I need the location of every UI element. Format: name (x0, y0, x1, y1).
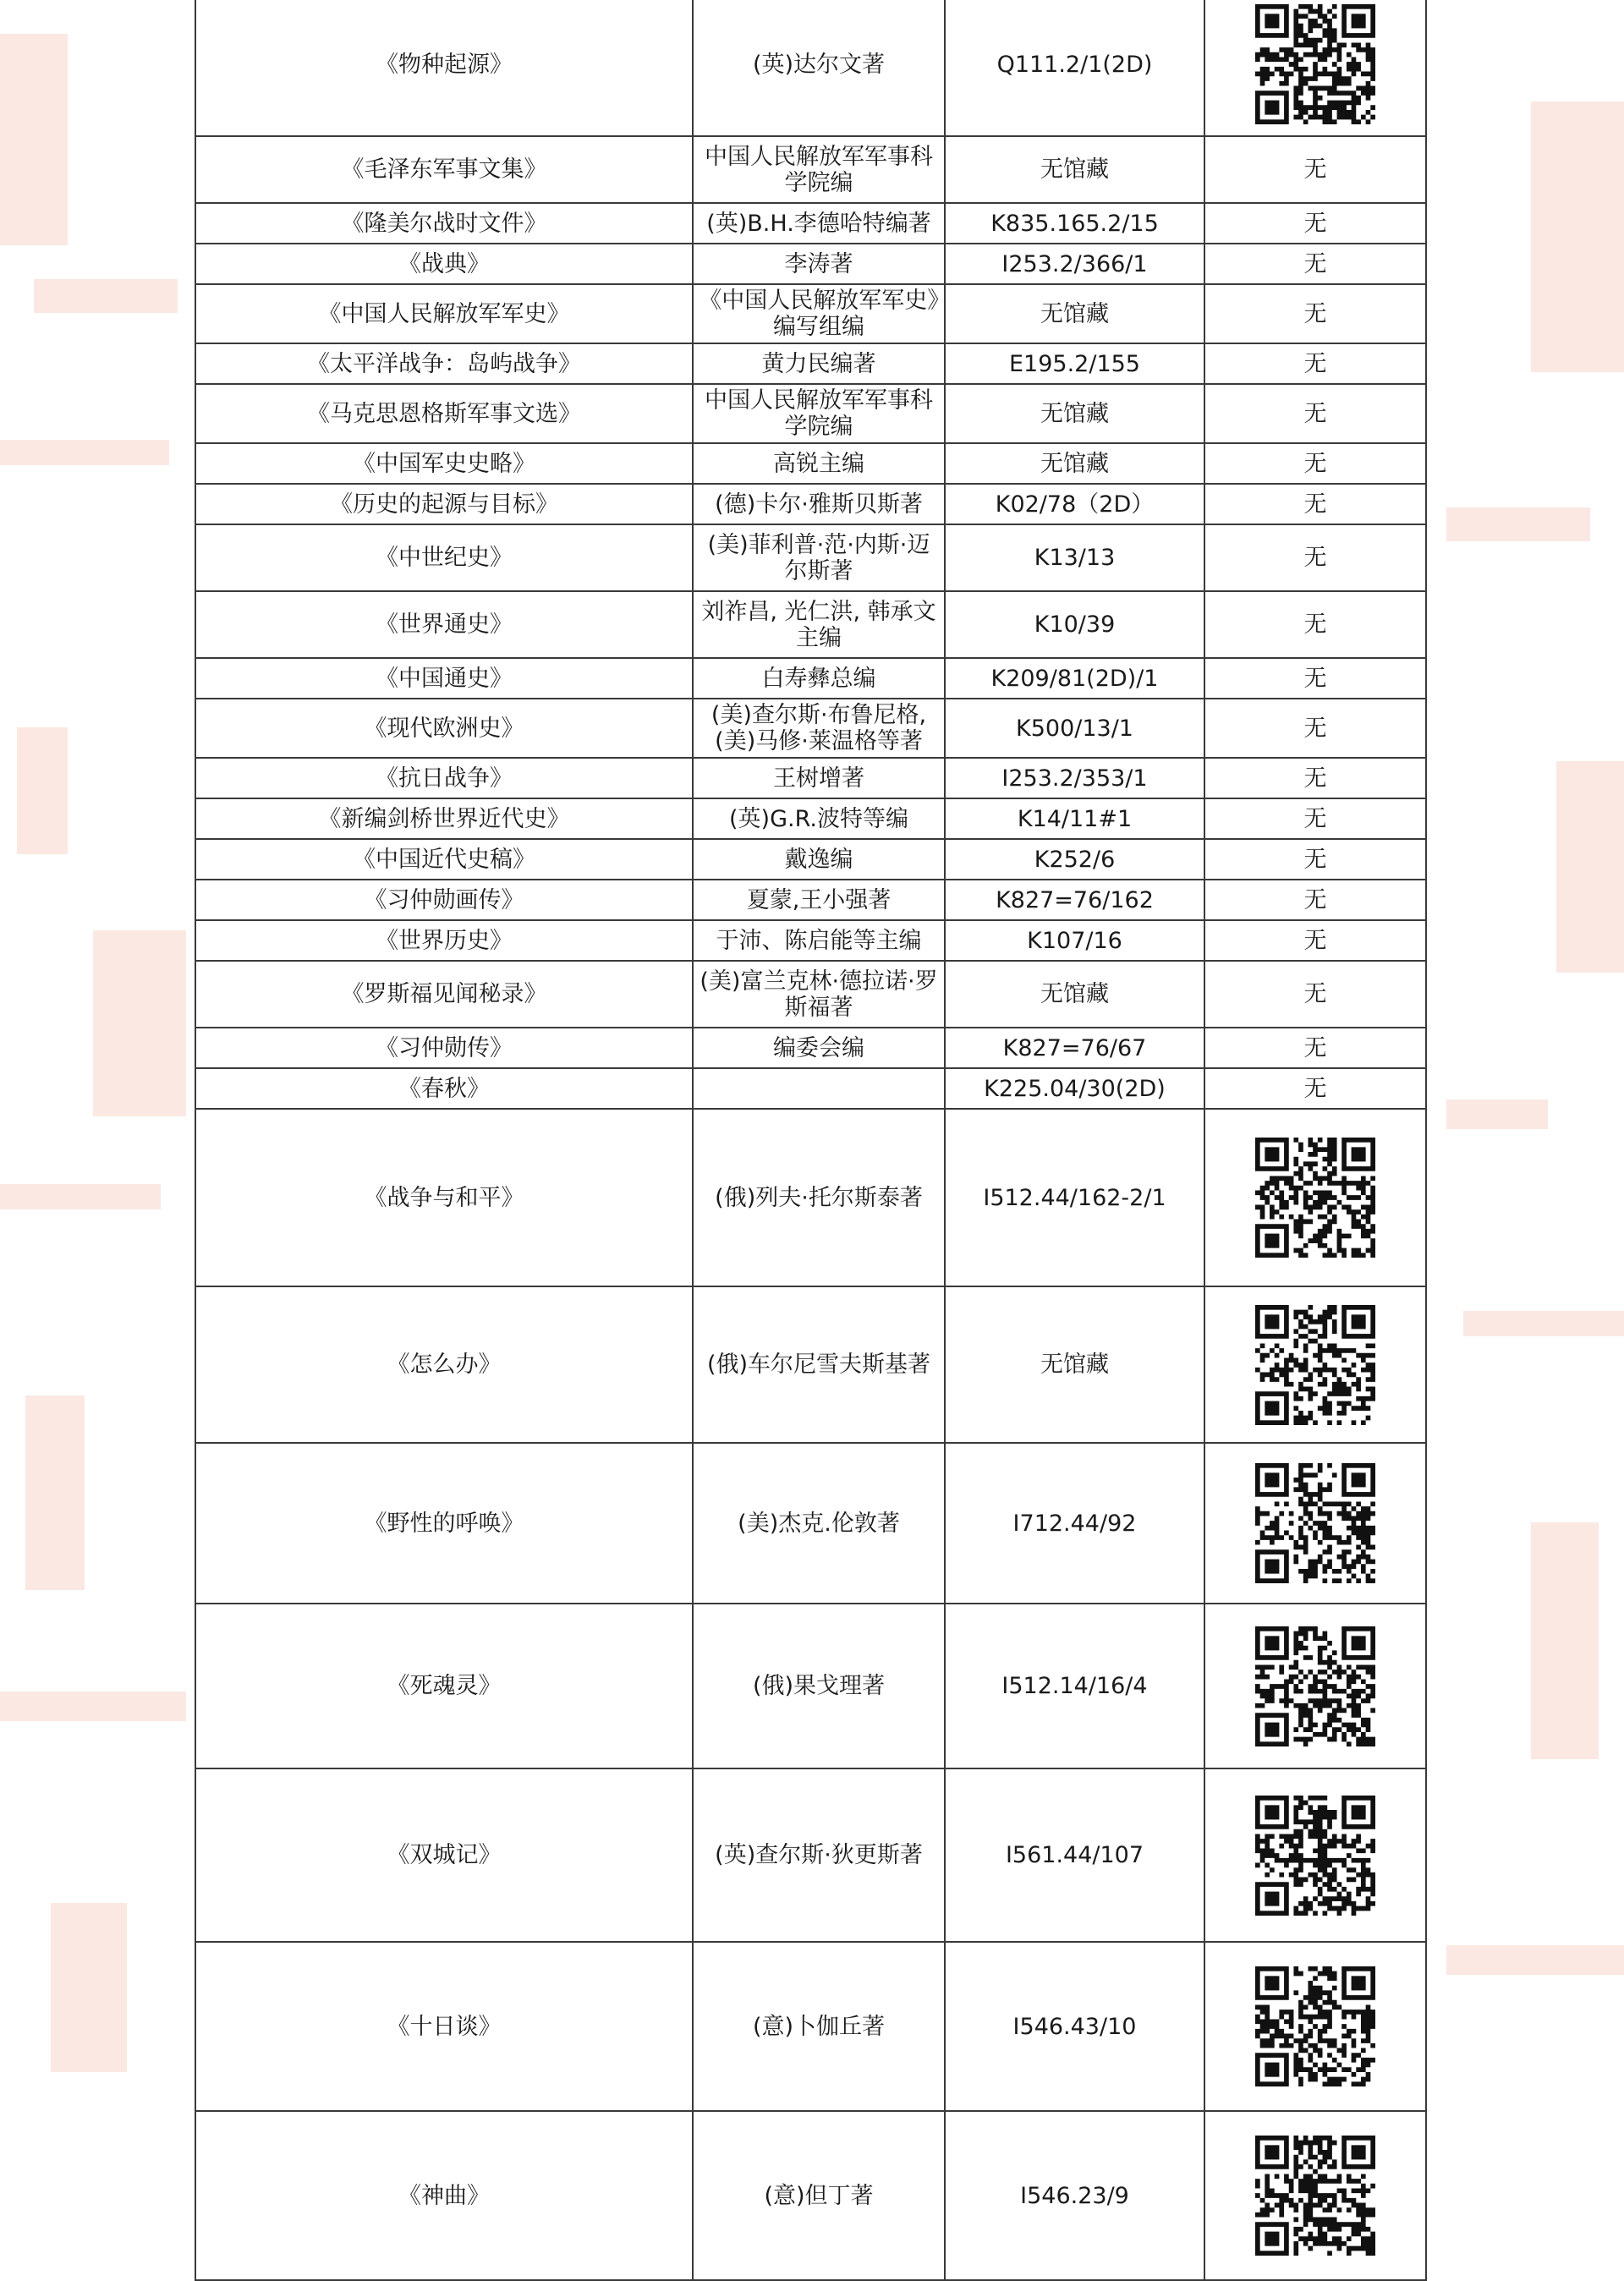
book-title-cell: 《中国军史史略》 (195, 443, 693, 484)
call-number-cell: I253.2/353/1 (945, 758, 1204, 798)
qr-code-cell: 无 (1204, 758, 1426, 798)
table-row (195, 443, 1426, 484)
book-table (195, 0, 1427, 2281)
book-title-cell: 《中国通史》 (195, 658, 693, 699)
table-row (195, 484, 1426, 524)
call-number-cell: 无馆藏 (945, 961, 1204, 1028)
author-cell: (俄)列夫·托尔斯泰著 (693, 1109, 945, 1286)
book-title-cell: 《抗日战争》 (195, 758, 693, 798)
author-cell: 王树增著 (693, 758, 945, 798)
table-row (195, 1768, 1426, 1942)
book-title-cell: 《中国人民解放军军史》 (195, 284, 693, 343)
table-row (195, 1604, 1426, 1768)
table-row (195, 2111, 1426, 2280)
qr-code-cell[interactable] (1204, 1768, 1426, 1942)
author-cell: (俄)果戈理著 (693, 1604, 945, 1768)
book-title-cell: 《中世纪史》 (195, 524, 693, 591)
qr-code-icon (1255, 1463, 1375, 1583)
qr-code-icon (1255, 1138, 1375, 1258)
table-row (195, 920, 1426, 961)
author-cell: 高锐主编 (693, 443, 945, 484)
author-cell: (美)富兰克林·德拉诺·罗斯福著 (693, 961, 945, 1028)
call-number-cell: I561.44/107 (945, 1768, 1204, 1942)
book-list-sheet (195, 0, 1425, 2209)
qr-code-cell: 无 (1204, 203, 1426, 244)
call-number-cell: 无馆藏 (945, 443, 1204, 484)
call-number-cell: K209/81(2D)/1 (945, 658, 1204, 699)
call-number-cell: E195.2/155 (945, 343, 1204, 384)
author-cell: (意)但丁著 (693, 2111, 945, 2280)
table-row (195, 1109, 1426, 1286)
book-title-cell: 《习仲勋传》 (195, 1028, 693, 1068)
call-number-cell: K835.165.2/15 (945, 203, 1204, 244)
call-number-cell: K827=76/67 (945, 1028, 1204, 1068)
author-cell: 《中国人民解放军军史》编写组编 (693, 284, 945, 343)
call-number-cell: 无馆藏 (945, 136, 1204, 203)
call-number-cell: K252/6 (945, 839, 1204, 880)
table-row (195, 136, 1426, 203)
qr-code-icon (1255, 1305, 1375, 1425)
qr-code-cell: 无 (1204, 284, 1426, 343)
table-row (195, 203, 1426, 244)
call-number-cell: K10/39 (945, 591, 1204, 658)
qr-code-cell: 无 (1204, 443, 1426, 484)
background-decoration-left (0, 0, 203, 2187)
qr-code-cell: 无 (1204, 343, 1426, 384)
qr-code-cell: 无 (1204, 798, 1426, 839)
call-number-cell: I512.44/162-2/1 (945, 1109, 1204, 1286)
author-cell: (德)卡尔·雅斯贝斯著 (693, 484, 945, 524)
qr-code-cell[interactable] (1204, 1604, 1426, 1768)
call-number-cell: 无馆藏 (945, 384, 1204, 443)
author-cell: 戴逸编 (693, 839, 945, 880)
qr-code-cell[interactable] (1204, 1286, 1426, 1443)
author-cell: 白寿彝总编 (693, 658, 945, 699)
qr-code-cell: 无 (1204, 484, 1426, 524)
qr-code-cell: 无 (1204, 880, 1426, 920)
author-cell: (美)杰克.伦敦著 (693, 1443, 945, 1604)
table-row (195, 961, 1426, 1028)
call-number-cell: K14/11#1 (945, 798, 1204, 839)
book-title-cell: 《罗斯福见闻秘录》 (195, 961, 693, 1028)
book-title-cell: 《物种起源》 (195, 0, 693, 136)
table-row (195, 1942, 1426, 2111)
qr-code-cell[interactable] (1204, 1942, 1426, 2111)
author-cell: 刘祚昌, 光仁洪, 韩承文主编 (693, 591, 945, 658)
book-title-cell: 《怎么办》 (195, 1286, 693, 1443)
author-cell: (英)B.H.李德哈特编著 (693, 203, 945, 244)
qr-code-cell: 无 (1204, 244, 1426, 284)
call-number-cell: I546.43/10 (945, 1942, 1204, 2111)
author-cell: (美)菲利普·范·内斯·迈尔斯著 (693, 524, 945, 591)
call-number-cell: I253.2/366/1 (945, 244, 1204, 284)
table-row (195, 524, 1426, 591)
call-number-cell: K225.04/30(2D) (945, 1068, 1204, 1109)
author-cell (693, 1068, 945, 1109)
qr-code-cell: 无 (1204, 920, 1426, 961)
qr-code-cell: 无 (1204, 699, 1426, 758)
author-cell: 中国人民解放军军事科学院编 (693, 136, 945, 203)
book-title-cell: 《太平洋战争：岛屿战争》 (195, 343, 693, 384)
background-decoration-right (1421, 0, 1624, 2187)
qr-code-cell: 无 (1204, 658, 1426, 699)
call-number-cell: I546.23/9 (945, 2111, 1204, 2280)
table-row (195, 699, 1426, 758)
book-title-cell: 《世界历史》 (195, 920, 693, 961)
table-row (195, 758, 1426, 798)
book-title-cell: 《战争与和平》 (195, 1109, 693, 1286)
book-title-cell: 《死魂灵》 (195, 1604, 693, 1768)
qr-code-cell: 无 (1204, 1068, 1426, 1109)
call-number-cell: Q111.2/1(2D) (945, 0, 1204, 136)
book-title-cell: 《历史的起源与目标》 (195, 484, 693, 524)
author-cell: 夏蒙,王小强著 (693, 880, 945, 920)
qr-code-cell: 无 (1204, 961, 1426, 1028)
call-number-cell: 无馆藏 (945, 284, 1204, 343)
qr-code-cell[interactable] (1204, 1109, 1426, 1286)
author-cell: 于沛、陈启能等主编 (693, 920, 945, 961)
table-row (195, 284, 1426, 343)
book-title-cell: 《马克思恩格斯军事文选》 (195, 384, 693, 443)
qr-code-cell: 无 (1204, 1028, 1426, 1068)
author-cell: 中国人民解放军军事科学院编 (693, 384, 945, 443)
book-title-cell: 《战典》 (195, 244, 693, 284)
book-title-cell: 《世界通史》 (195, 591, 693, 658)
author-cell: 黄力民编著 (693, 343, 945, 384)
qr-code-cell[interactable] (1204, 1443, 1426, 1604)
table-row (195, 0, 1426, 136)
call-number-cell: K107/16 (945, 920, 1204, 961)
table-row (195, 880, 1426, 920)
call-number-cell: K13/13 (945, 524, 1204, 591)
author-cell: (意)卜伽丘著 (693, 1942, 945, 2111)
book-title-cell: 《十日谈》 (195, 1942, 693, 2111)
table-row (195, 658, 1426, 699)
table-row (195, 343, 1426, 384)
qr-code-cell: 无 (1204, 591, 1426, 658)
table-row (195, 1068, 1426, 1109)
qr-code-cell: 无 (1204, 524, 1426, 591)
table-row (195, 798, 1426, 839)
call-number-cell: K02/78（2D） (945, 484, 1204, 524)
qr-code-cell[interactable] (1204, 2111, 1426, 2280)
qr-code-cell: 无 (1204, 136, 1426, 203)
book-title-cell: 《隆美尔战时文件》 (195, 203, 693, 244)
author-cell: (英)查尔斯·狄更斯著 (693, 1768, 945, 1942)
author-cell: (英)达尔文著 (693, 0, 945, 136)
table-row (195, 1286, 1426, 1443)
qr-code-icon (1255, 4, 1375, 124)
table-row (195, 839, 1426, 880)
table-row (195, 591, 1426, 658)
book-title-cell: 《神曲》 (195, 2111, 693, 2280)
call-number-cell: I512.14/16/4 (945, 1604, 1204, 1768)
qr-code-cell[interactable] (1204, 0, 1426, 136)
book-title-cell: 《中国近代史稿》 (195, 839, 693, 880)
qr-code-icon (1255, 2136, 1375, 2256)
qr-code-icon (1255, 1626, 1375, 1746)
call-number-cell: K827=76/162 (945, 880, 1204, 920)
author-cell: (俄)车尔尼雪夫斯基著 (693, 1286, 945, 1443)
table-row (195, 384, 1426, 443)
qr-code-icon (1255, 1966, 1375, 2086)
table-row (195, 244, 1426, 284)
author-cell: 李涛著 (693, 244, 945, 284)
book-title-cell: 《双城记》 (195, 1768, 693, 1942)
book-title-cell: 《习仲勋画传》 (195, 880, 693, 920)
book-title-cell: 《新编剑桥世界近代史》 (195, 798, 693, 839)
author-cell: (美)查尔斯·布鲁尼格,(美)马修·莱温格等著 (693, 699, 945, 758)
book-title-cell: 《春秋》 (195, 1068, 693, 1109)
qr-code-cell: 无 (1204, 839, 1426, 880)
book-title-cell: 《现代欧洲史》 (195, 699, 693, 758)
author-cell: (英)G.R.波特等编 (693, 798, 945, 839)
qr-code-icon (1255, 1796, 1375, 1916)
table-row (195, 1028, 1426, 1068)
call-number-cell: 无馆藏 (945, 1286, 1204, 1443)
book-title-cell: 《毛泽东军事文集》 (195, 136, 693, 203)
table-row (195, 1443, 1426, 1604)
call-number-cell: K500/13/1 (945, 699, 1204, 758)
author-cell: 编委会编 (693, 1028, 945, 1068)
call-number-cell: I712.44/92 (945, 1443, 1204, 1604)
book-title-cell: 《野性的呼唤》 (195, 1443, 693, 1604)
qr-code-cell: 无 (1204, 384, 1426, 443)
